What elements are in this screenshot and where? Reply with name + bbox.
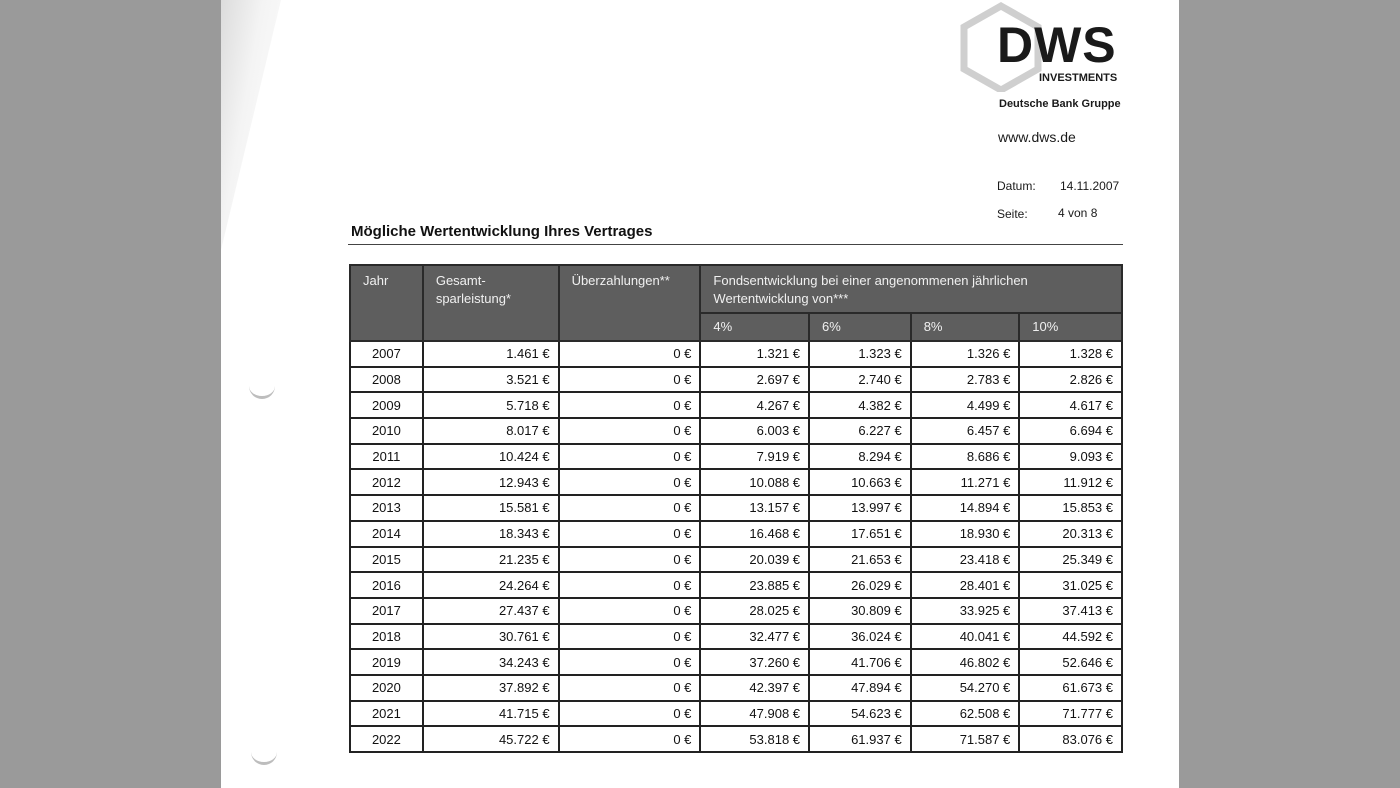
website-url: www.dws.de bbox=[998, 129, 1076, 145]
cell-fund-6: 13.997 € bbox=[809, 495, 911, 521]
cell-total-savings: 12.943 € bbox=[423, 469, 559, 495]
cell-fund-10: 2.826 € bbox=[1019, 367, 1122, 393]
table-row bbox=[350, 444, 1122, 470]
cell-overpayments: 0 € bbox=[559, 392, 701, 418]
cell-year: 2007 bbox=[350, 341, 423, 367]
cell-fund-4: 53.818 € bbox=[700, 726, 809, 752]
cell-overpayments: 0 € bbox=[559, 624, 701, 650]
cell-year: 2013 bbox=[350, 495, 423, 521]
cell-fund-6: 8.294 € bbox=[809, 444, 911, 470]
cell-fund-10: 9.093 € bbox=[1019, 444, 1122, 470]
cell-overpayments: 0 € bbox=[559, 675, 701, 701]
cell-fund-6: 4.382 € bbox=[809, 392, 911, 418]
document-page bbox=[221, 0, 1179, 788]
logo-subtitle: INVESTMENTS bbox=[1039, 72, 1118, 84]
cell-year: 2016 bbox=[350, 572, 423, 598]
cell-fund-10: 1.328 € bbox=[1019, 341, 1122, 367]
date-label: Datum: bbox=[997, 179, 1036, 193]
cell-fund-4: 13.157 € bbox=[700, 495, 809, 521]
cell-year: 2008 bbox=[350, 367, 423, 393]
cell-total-savings: 5.718 € bbox=[423, 392, 559, 418]
cell-total-savings: 27.437 € bbox=[423, 598, 559, 624]
header-total-savings: Gesamt- sparleistung* bbox=[423, 265, 559, 341]
date-value: 14.11.2007 bbox=[1060, 179, 1120, 193]
cell-overpayments: 0 € bbox=[559, 572, 701, 598]
cell-fund-10: 20.313 € bbox=[1019, 521, 1122, 547]
table-row bbox=[350, 341, 1122, 367]
cell-fund-8: 14.894 € bbox=[911, 495, 1020, 521]
cell-fund-8: 1.326 € bbox=[911, 341, 1020, 367]
cell-fund-4: 4.267 € bbox=[700, 392, 809, 418]
cell-overpayments: 0 € bbox=[559, 547, 701, 573]
cell-fund-6: 54.623 € bbox=[809, 701, 911, 727]
cell-fund-10: 6.694 € bbox=[1019, 418, 1122, 444]
cell-overpayments: 0 € bbox=[559, 726, 701, 752]
cell-total-savings: 8.017 € bbox=[423, 418, 559, 444]
cell-fund-4: 10.088 € bbox=[700, 469, 809, 495]
cell-fund-8: 71.587 € bbox=[911, 726, 1020, 752]
cell-fund-4: 2.697 € bbox=[700, 367, 809, 393]
cell-fund-4: 47.908 € bbox=[700, 701, 809, 727]
cell-year: 2011 bbox=[350, 444, 423, 470]
cell-fund-6: 36.024 € bbox=[809, 624, 911, 650]
cell-fund-10: 83.076 € bbox=[1019, 726, 1122, 752]
cell-fund-4: 28.025 € bbox=[700, 598, 809, 624]
cell-total-savings: 41.715 € bbox=[423, 701, 559, 727]
cell-fund-4: 37.260 € bbox=[700, 649, 809, 675]
cell-fund-8: 8.686 € bbox=[911, 444, 1020, 470]
cell-total-savings: 10.424 € bbox=[423, 444, 559, 470]
cell-fund-10: 4.617 € bbox=[1019, 392, 1122, 418]
cell-total-savings: 18.343 € bbox=[423, 521, 559, 547]
cell-fund-10: 61.673 € bbox=[1019, 675, 1122, 701]
cell-fund-8: 18.930 € bbox=[911, 521, 1020, 547]
header-fund-development: Fondsentwicklung bei einer angenommenen jährlichen Wertentwicklung von*** bbox=[700, 265, 1122, 313]
cell-fund-6: 47.894 € bbox=[809, 675, 911, 701]
cell-fund-10: 44.592 € bbox=[1019, 624, 1122, 650]
cell-fund-8: 4.499 € bbox=[911, 392, 1020, 418]
cell-fund-4: 1.321 € bbox=[700, 341, 809, 367]
cell-fund-6: 61.937 € bbox=[809, 726, 911, 752]
cell-year: 2019 bbox=[350, 649, 423, 675]
title-rule bbox=[348, 244, 1123, 245]
cell-fund-10: 15.853 € bbox=[1019, 495, 1122, 521]
cell-overpayments: 0 € bbox=[559, 701, 701, 727]
page-fold-shadow bbox=[221, 0, 281, 260]
value-development-table bbox=[349, 264, 1123, 753]
cell-year: 2014 bbox=[350, 521, 423, 547]
cell-overpayments: 0 € bbox=[559, 418, 701, 444]
page-value: 4 von 8 bbox=[1058, 206, 1098, 220]
cell-year: 2010 bbox=[350, 418, 423, 444]
cell-year: 2018 bbox=[350, 624, 423, 650]
table-row bbox=[350, 392, 1122, 418]
cell-fund-4: 16.468 € bbox=[700, 521, 809, 547]
cell-fund-8: 11.271 € bbox=[911, 469, 1020, 495]
punch-hole-bottom bbox=[251, 744, 277, 765]
section-title: Mögliche Wertentwicklung Ihres Vertrages bbox=[351, 223, 653, 240]
cell-year: 2022 bbox=[350, 726, 423, 752]
cell-fund-6: 21.653 € bbox=[809, 547, 911, 573]
cell-total-savings: 15.581 € bbox=[423, 495, 559, 521]
cell-total-savings: 34.243 € bbox=[423, 649, 559, 675]
cell-fund-6: 10.663 € bbox=[809, 469, 911, 495]
cell-fund-6: 30.809 € bbox=[809, 598, 911, 624]
cell-fund-8: 6.457 € bbox=[911, 418, 1020, 444]
cell-fund-8: 46.802 € bbox=[911, 649, 1020, 675]
header-year: Jahr bbox=[350, 265, 423, 341]
cell-year: 2009 bbox=[350, 392, 423, 418]
page-label: Seite: bbox=[997, 207, 1028, 221]
cell-total-savings: 45.722 € bbox=[423, 726, 559, 752]
table-row bbox=[350, 418, 1122, 444]
cell-fund-10: 11.912 € bbox=[1019, 469, 1122, 495]
cell-overpayments: 0 € bbox=[559, 649, 701, 675]
cell-overpayments: 0 € bbox=[559, 341, 701, 367]
cell-fund-4: 7.919 € bbox=[700, 444, 809, 470]
cell-fund-4: 23.885 € bbox=[700, 572, 809, 598]
cell-fund-8: 33.925 € bbox=[911, 598, 1020, 624]
cell-fund-6: 41.706 € bbox=[809, 649, 911, 675]
table-row bbox=[350, 367, 1122, 393]
cell-year: 2021 bbox=[350, 701, 423, 727]
cell-overpayments: 0 € bbox=[559, 444, 701, 470]
cell-year: 2012 bbox=[350, 469, 423, 495]
table-row bbox=[350, 547, 1122, 573]
table-row bbox=[350, 495, 1122, 521]
table-row bbox=[350, 649, 1122, 675]
cell-total-savings: 21.235 € bbox=[423, 547, 559, 573]
cell-year: 2015 bbox=[350, 547, 423, 573]
table-row bbox=[350, 572, 1122, 598]
cell-fund-4: 42.397 € bbox=[700, 675, 809, 701]
cell-overpayments: 0 € bbox=[559, 598, 701, 624]
cell-fund-10: 71.777 € bbox=[1019, 701, 1122, 727]
cell-fund-10: 37.413 € bbox=[1019, 598, 1122, 624]
header-overpayments: Überzahlungen** bbox=[559, 265, 701, 341]
table-row bbox=[350, 521, 1122, 547]
cell-year: 2017 bbox=[350, 598, 423, 624]
dws-logo-text: DWS bbox=[997, 17, 1117, 73]
header-rate-6: 6% bbox=[809, 313, 911, 341]
table-row bbox=[350, 469, 1122, 495]
cell-fund-6: 2.740 € bbox=[809, 367, 911, 393]
cell-overpayments: 0 € bbox=[559, 521, 701, 547]
cell-fund-8: 62.508 € bbox=[911, 701, 1020, 727]
cell-fund-10: 25.349 € bbox=[1019, 547, 1122, 573]
cell-fund-6: 1.323 € bbox=[809, 341, 911, 367]
punch-hole-top bbox=[249, 378, 275, 399]
logo-group-name: Deutsche Bank Gruppe bbox=[999, 98, 1121, 110]
cell-year: 2020 bbox=[350, 675, 423, 701]
cell-fund-8: 23.418 € bbox=[911, 547, 1020, 573]
cell-fund-10: 52.646 € bbox=[1019, 649, 1122, 675]
cell-total-savings: 24.264 € bbox=[423, 572, 559, 598]
table-row bbox=[350, 726, 1122, 752]
cell-fund-10: 31.025 € bbox=[1019, 572, 1122, 598]
cell-fund-6: 6.227 € bbox=[809, 418, 911, 444]
cell-overpayments: 0 € bbox=[559, 367, 701, 393]
cell-fund-4: 6.003 € bbox=[700, 418, 809, 444]
cell-fund-8: 2.783 € bbox=[911, 367, 1020, 393]
header-rate-10: 10% bbox=[1019, 313, 1122, 341]
table-row bbox=[350, 624, 1122, 650]
cell-fund-4: 20.039 € bbox=[700, 547, 809, 573]
cell-fund-6: 17.651 € bbox=[809, 521, 911, 547]
table-row bbox=[350, 701, 1122, 727]
cell-total-savings: 1.461 € bbox=[423, 341, 559, 367]
table-row bbox=[350, 675, 1122, 701]
table-row bbox=[350, 598, 1122, 624]
cell-overpayments: 0 € bbox=[559, 495, 701, 521]
cell-total-savings: 37.892 € bbox=[423, 675, 559, 701]
header-rate-4: 4% bbox=[700, 313, 809, 341]
cell-fund-8: 54.270 € bbox=[911, 675, 1020, 701]
cell-fund-4: 32.477 € bbox=[700, 624, 809, 650]
cell-total-savings: 30.761 € bbox=[423, 624, 559, 650]
header-rate-8: 8% bbox=[911, 313, 1020, 341]
cell-fund-6: 26.029 € bbox=[809, 572, 911, 598]
cell-fund-8: 40.041 € bbox=[911, 624, 1020, 650]
cell-total-savings: 3.521 € bbox=[423, 367, 559, 393]
cell-fund-8: 28.401 € bbox=[911, 572, 1020, 598]
cell-overpayments: 0 € bbox=[559, 469, 701, 495]
